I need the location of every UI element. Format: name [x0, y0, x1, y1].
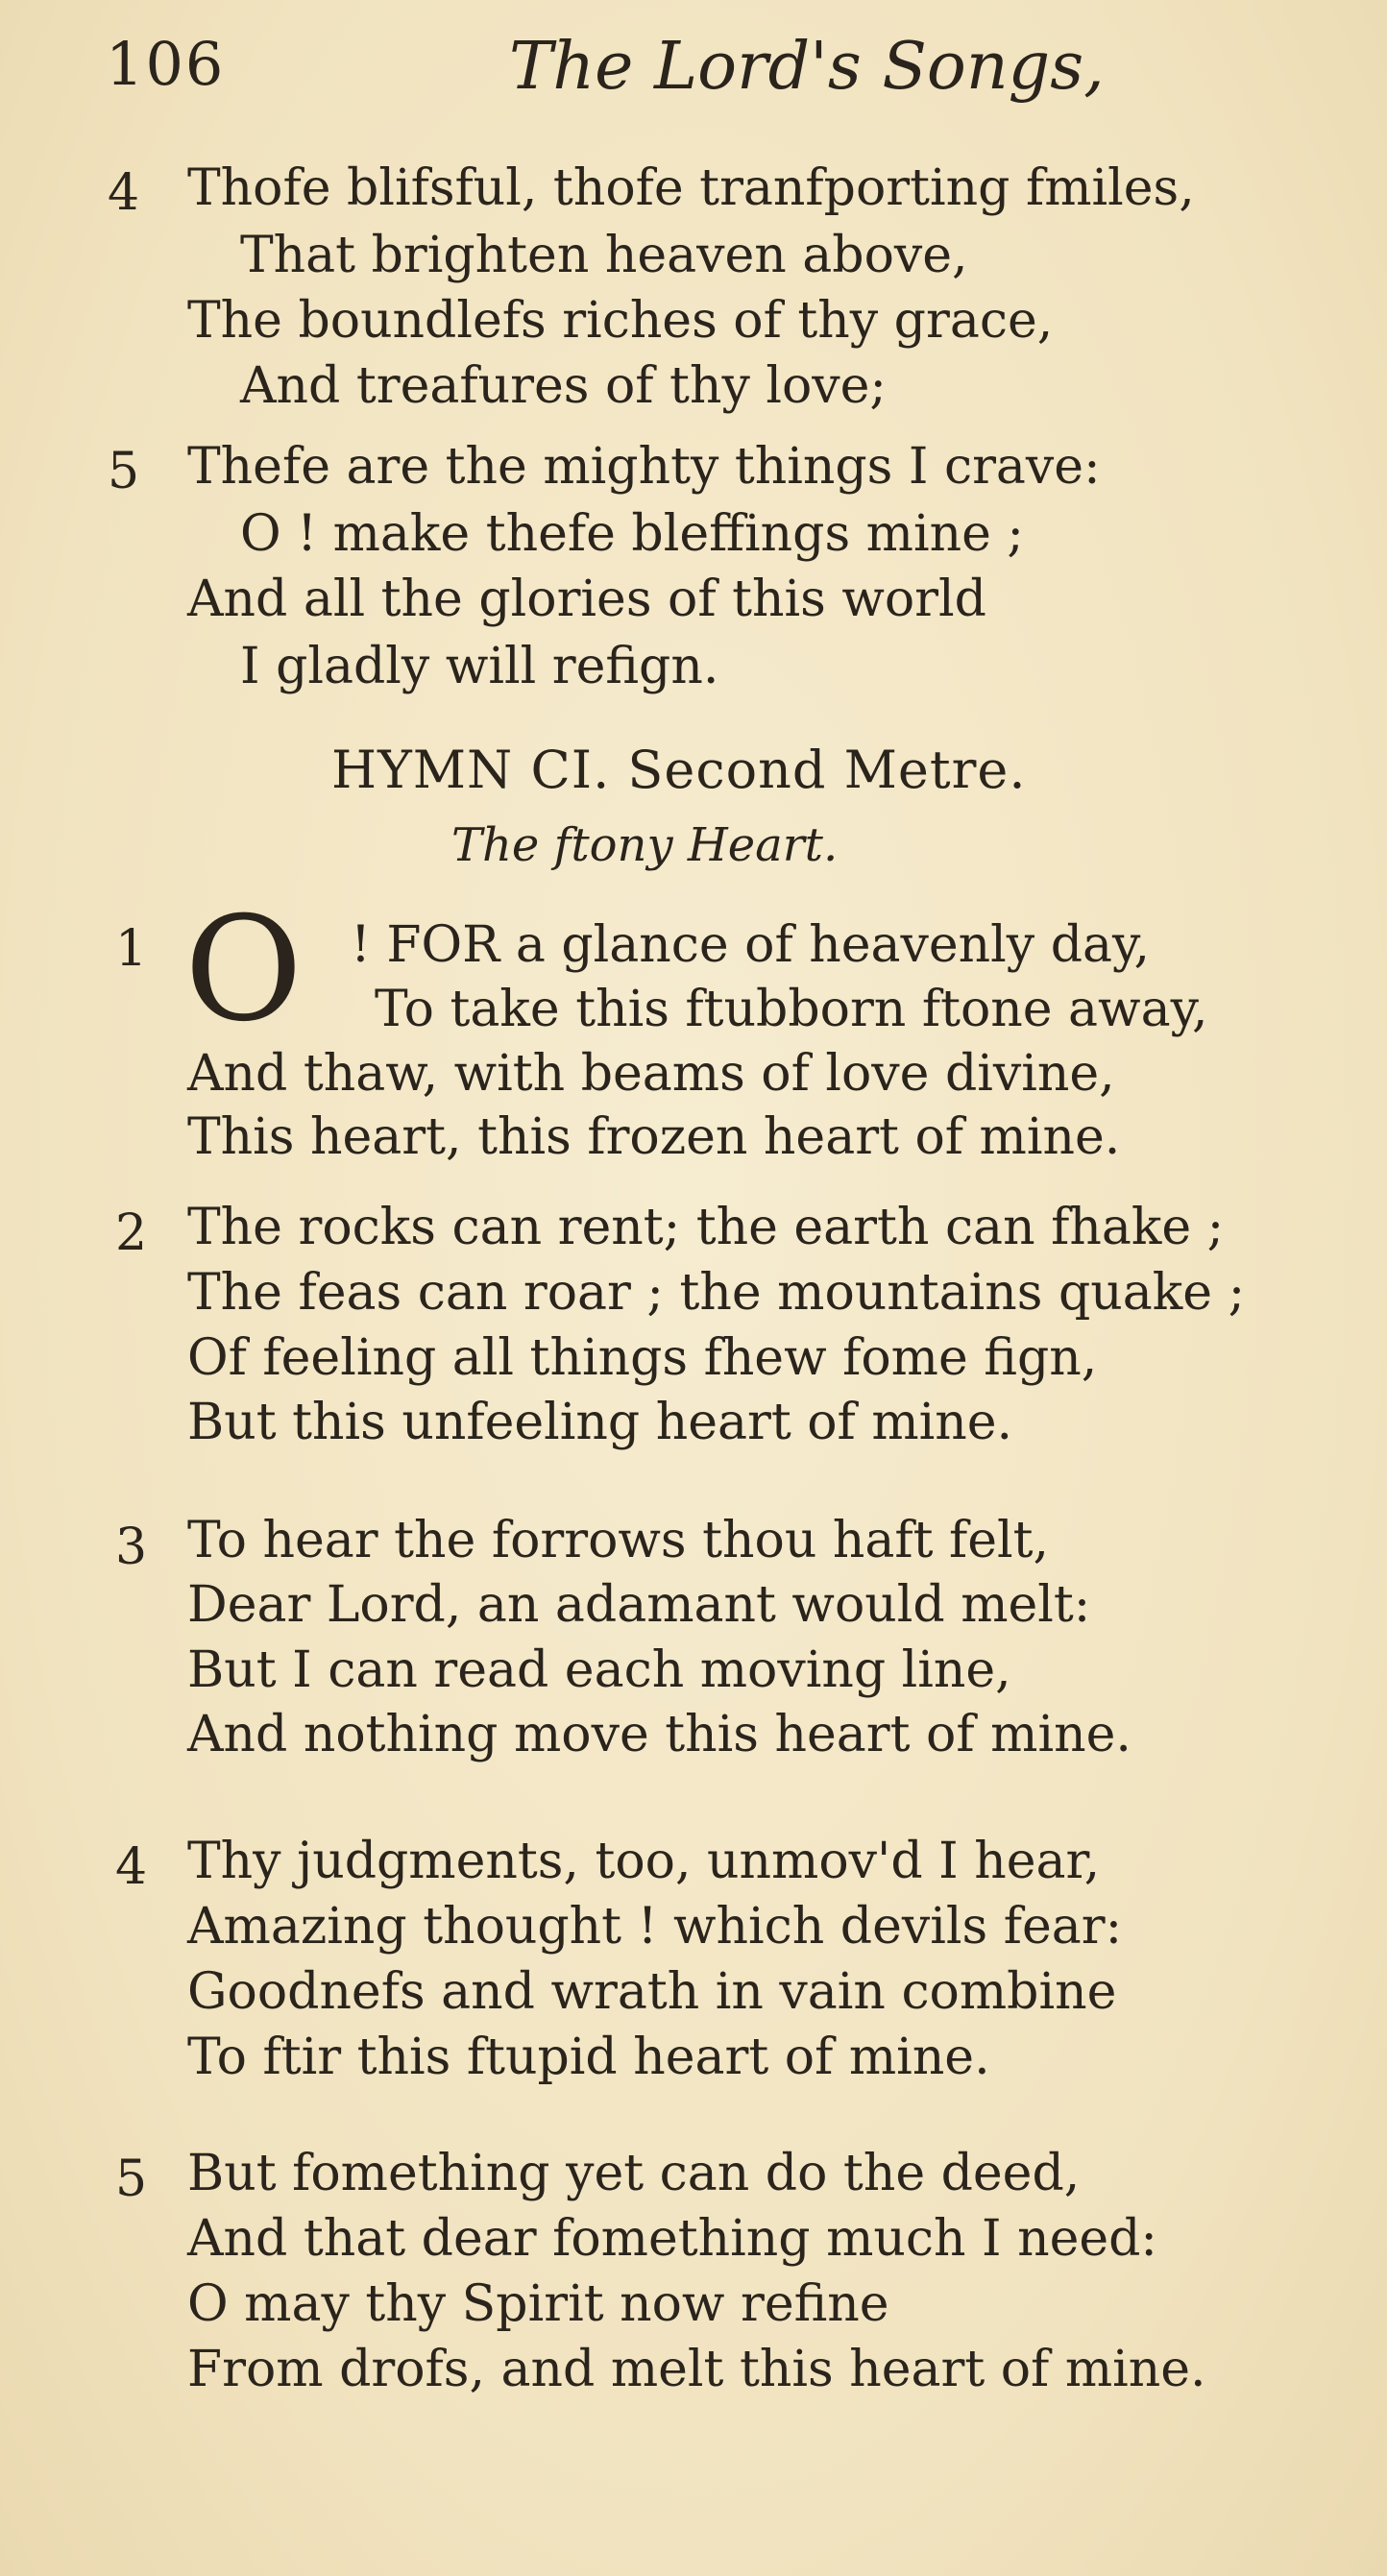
- drop-cap: O: [184, 887, 303, 1054]
- verse-line: O ! make thefe bleffings mine ;: [240, 505, 1024, 563]
- stanza-number: 5: [115, 2151, 148, 2208]
- verse-line: Goodnefs and wrath in vain combine: [187, 1963, 1117, 2021]
- verse-line: And that dear fomething much I need:: [187, 2210, 1157, 2268]
- page-number: 106: [106, 29, 226, 99]
- verse-line: Of feeling all things fhew fome fign,: [187, 1329, 1098, 1387]
- verse-line: But I can read each moving line,: [187, 1641, 1011, 1699]
- verse-line: To take this ftubborn ftone away,: [375, 981, 1208, 1038]
- verse-line: From drofs, and melt this heart of mine.: [187, 2341, 1206, 2398]
- hymn-title: HYMN CI. Second Metre.: [331, 740, 1027, 800]
- verse-line: ! FOR a glance of heavenly day,: [351, 916, 1150, 974]
- running-title: The Lord's Songs,: [509, 29, 1105, 105]
- verse-line: This heart, this frozen heart of mine.: [187, 1108, 1121, 1166]
- verse-line: That brighten heaven above,: [240, 227, 968, 284]
- verse-line: And thaw, with beams of love divine,: [187, 1045, 1115, 1103]
- stanza-number: 1: [115, 920, 148, 978]
- verse-line: Amazing thought ! which devils fear:: [187, 1898, 1123, 1956]
- verse-line: But this unfeeling heart of mine.: [187, 1394, 1013, 1451]
- stanza-number: 3: [115, 1519, 148, 1576]
- verse-line: The rocks can rent; the earth can fhake ;: [187, 1199, 1225, 1256]
- verse-line: And treafures of thy love;: [240, 357, 887, 415]
- stanza-number: 5: [108, 443, 140, 500]
- verse-line: I gladly will refign.: [240, 638, 719, 695]
- verse-line: Thofe blifsful, thofe tranfporting fmiles,: [187, 159, 1195, 217]
- verse-line: But fomething yet can do the deed,: [187, 2145, 1081, 2202]
- verse-line: Thefe are the mighty things I crave:: [187, 438, 1101, 496]
- verse-line: To hear the forrows thou haft felt,: [187, 1512, 1050, 1569]
- verse-line: And all the glories of this world: [187, 571, 986, 628]
- stanza-number: 4: [108, 164, 140, 222]
- verse-line: O may thy Spirit now refine: [187, 2275, 889, 2333]
- verse-line: Thy judgments, too, unmov'd I hear,: [187, 1833, 1101, 1890]
- verse-line: The feas can roar ; the mountains quake ;: [187, 1264, 1246, 1322]
- verse-line: To ftir this ftupid heart of mine.: [187, 2029, 990, 2086]
- stanza-number: 4: [115, 1838, 148, 1896]
- hymn-subtitle: The ftony Heart.: [451, 818, 839, 872]
- verse-line: Dear Lord, an adamant would melt:: [187, 1576, 1091, 1634]
- verse-line: The boundlefs riches of thy grace,: [187, 292, 1054, 350]
- stanza-number: 2: [115, 1204, 148, 1262]
- verse-line: And nothing move this heart of mine.: [187, 1706, 1132, 1763]
- page-header: [106, 29, 1258, 115]
